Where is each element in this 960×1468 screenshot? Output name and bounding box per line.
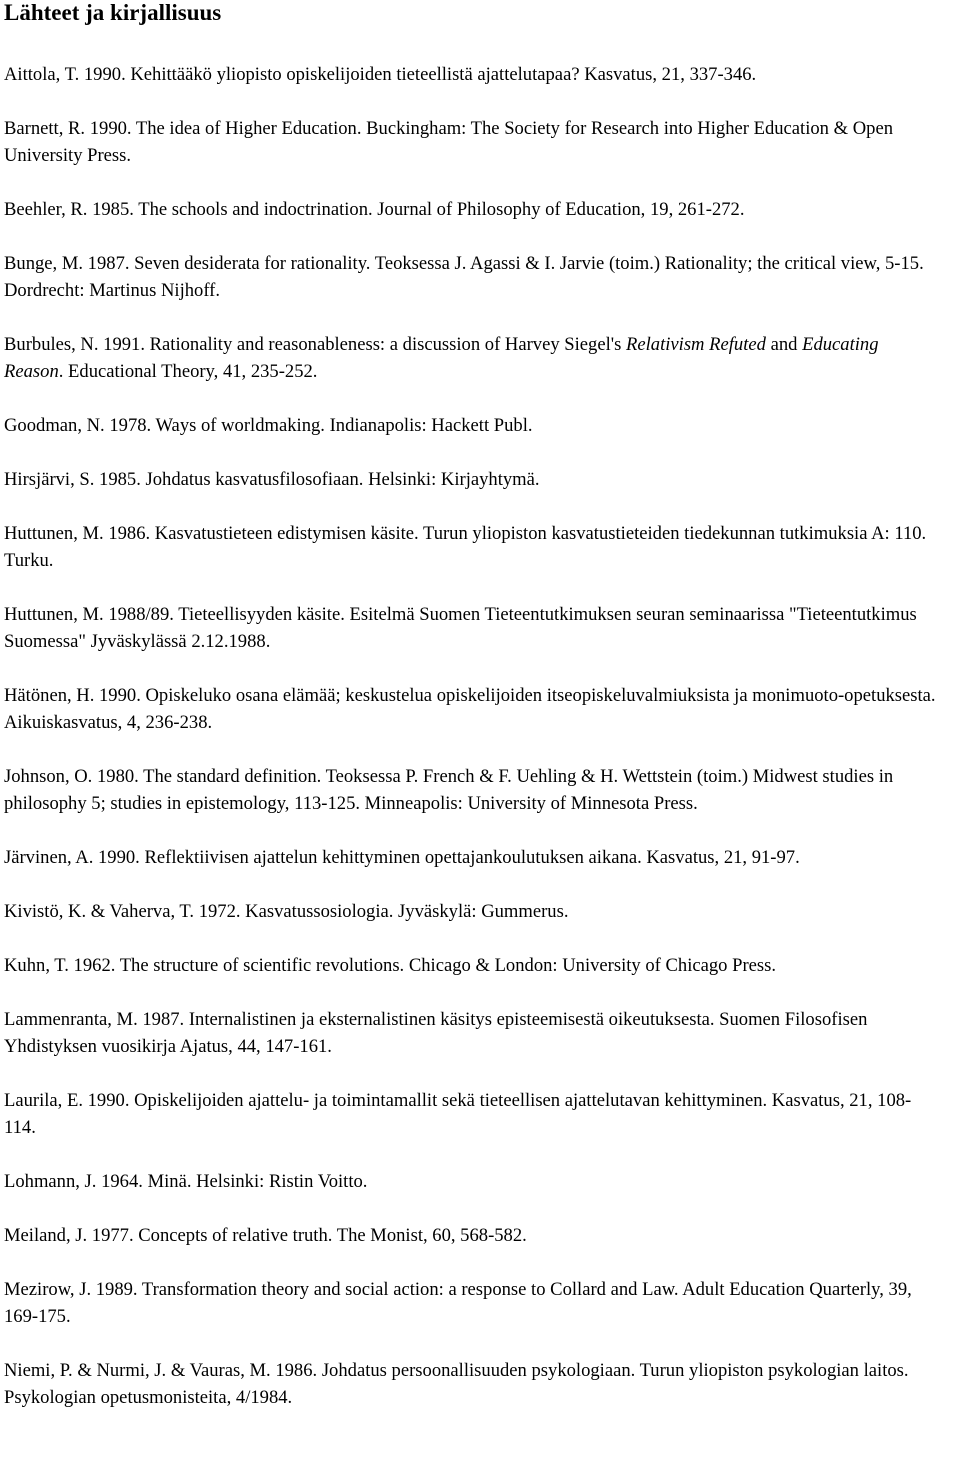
reference-entry bbox=[4, 1006, 942, 1060]
reference-entry bbox=[4, 1222, 942, 1249]
reference-entry bbox=[4, 898, 942, 925]
reference-text: Aittola, T. 1990. Kehittääkö yliopisto opiskelijoiden tieteellistä ajattelutapaa? Kasvatus, 21, 337-346. bbox=[4, 64, 757, 85]
reference-title-italic: Relativism Refuted bbox=[626, 334, 766, 355]
reference-text: Mezirow, J. 1989. Transformation theory and social action: a response to Collard and Law. Adult Education Quarterly, 39, 169-175. bbox=[4, 1279, 912, 1327]
reference-text: Laurila, E. 1990. Opiskelijoiden ajattelu- ja toimintamallit sekä tieteellisen ajattelutavan kehittyminen. Kasvatus, 21, 108-114. bbox=[4, 1090, 912, 1138]
reference-entry bbox=[4, 1168, 942, 1195]
reference-text: Lammenranta, M. 1987. Internalistinen ja eksternalistinen käsitys episteemisestä oikeutuksesta. Suomen Filosofisen Yhdistyksen vuosikirja Ajatus, 44, 147-161. bbox=[4, 1009, 868, 1057]
reference-text: Niemi, P. & Nurmi, J. & Vauras, M. 1986. Johdatus persoonallisuuden psykologiaan. Turun yliopiston psykologian laitos. Psykologian opetusmonisteita, 4/1984. bbox=[4, 1360, 909, 1408]
reference-entry bbox=[4, 250, 942, 304]
reference-entry bbox=[4, 520, 942, 574]
reference-text: Huttunen, M. 1986. Kasvatustieteen edistymisen käsite. Turun yliopiston kasvatustieteiden tiedekunnan tutkimuksia A: 110. Turku. bbox=[4, 523, 927, 571]
reference-text: Hirsjärvi, S. 1985. Johdatus kasvatusfilosofiaan. Helsinki: Kirjayhtymä. bbox=[4, 469, 540, 490]
reference-text: Goodman, N. 1978. Ways of worldmaking. Indianapolis: Hackett Publ. bbox=[4, 415, 533, 436]
reference-entry bbox=[4, 952, 942, 979]
reference-text: Johnson, O. 1980. The standard definition. Teoksessa P. French & F. Uehling & H. Wettstein (toim.) Midwest studies in philosophy 5; studies in epistemology, 113-125. Minneapolis: University of Minnesota Press. bbox=[4, 766, 894, 814]
reference-entry bbox=[4, 466, 942, 493]
reference-entry bbox=[4, 196, 942, 223]
page-title: Lähteet ja kirjallisuus bbox=[4, 0, 222, 25]
reference-text: and bbox=[765, 334, 803, 355]
reference-entry bbox=[4, 1276, 942, 1330]
reference-text: Burbules, N. 1991. Rationality and reasonableness: a discussion of Harvey Siegel's bbox=[4, 334, 626, 355]
reference-title-italic: Educating Reason bbox=[4, 334, 879, 382]
reference-text: Kuhn, T. 1962. The structure of scientific revolutions. Chicago & London: University of Chicago Press. bbox=[4, 955, 777, 976]
reference-text: Bunge, M. 1987. Seven desiderata for rationality. Teoksessa J. Agassi & I. Jarvie (toim.) Rationality; the critical view, 5-15. Dordrecht: Martinus Nijhoff. bbox=[4, 253, 924, 301]
reference-entry bbox=[4, 115, 942, 169]
reference-text: Järvinen, A. 1990. Reflektiivisen ajattelun kehittyminen opettajankoulutuksen aikana. Kasvatus, 21, 91-97. bbox=[4, 847, 800, 868]
reference-text: Kivistö, K. & Vaherva, T. 1972. Kasvatussosiologia. Jyväskylä: Gummerus. bbox=[4, 901, 569, 922]
reference-entry bbox=[4, 682, 942, 736]
reference-text: Barnett, R. 1990. The idea of Higher Education. Buckingham: The Society for Research into Higher Education & Open University Press. bbox=[4, 118, 894, 166]
reference-entry bbox=[4, 331, 942, 385]
reference-text: Huttunen, M. 1988/89. Tieteellisyyden käsite. Esitelmä Suomen Tieteentutkimuksen seuran seminaarissa "Tieteentutkimus Suomessa" Jyväskylässä 2.12.1988. bbox=[4, 604, 917, 652]
reference-entry bbox=[4, 412, 942, 439]
reference-entry bbox=[4, 1357, 942, 1411]
reference-text: . Educational Theory, 41, 235-252. bbox=[58, 361, 318, 382]
reference-entry bbox=[4, 763, 942, 817]
reference-entry bbox=[4, 601, 942, 655]
reference-list bbox=[4, 61, 942, 1411]
reference-text: Meiland, J. 1977. Concepts of relative truth. The Monist, 60, 568-582. bbox=[4, 1225, 527, 1246]
reference-text: Hätönen, H. 1990. Opiskeluko osana elämää; keskustelua opiskelijoiden itseopiskeluvalmiuksista ja monimuoto-opetuksesta. Aikuiskasvatus, 4, 236-238. bbox=[4, 685, 936, 733]
reference-entry bbox=[4, 1087, 942, 1141]
reference-text: Beehler, R. 1985. The schools and indoctrination. Journal of Philosophy of Education, 19, 261-272. bbox=[4, 199, 745, 220]
reference-entry bbox=[4, 61, 942, 88]
reference-entry bbox=[4, 844, 942, 871]
reference-text: Lohmann, J. 1964. Minä. Helsinki: Ristin Voitto. bbox=[4, 1171, 368, 1192]
